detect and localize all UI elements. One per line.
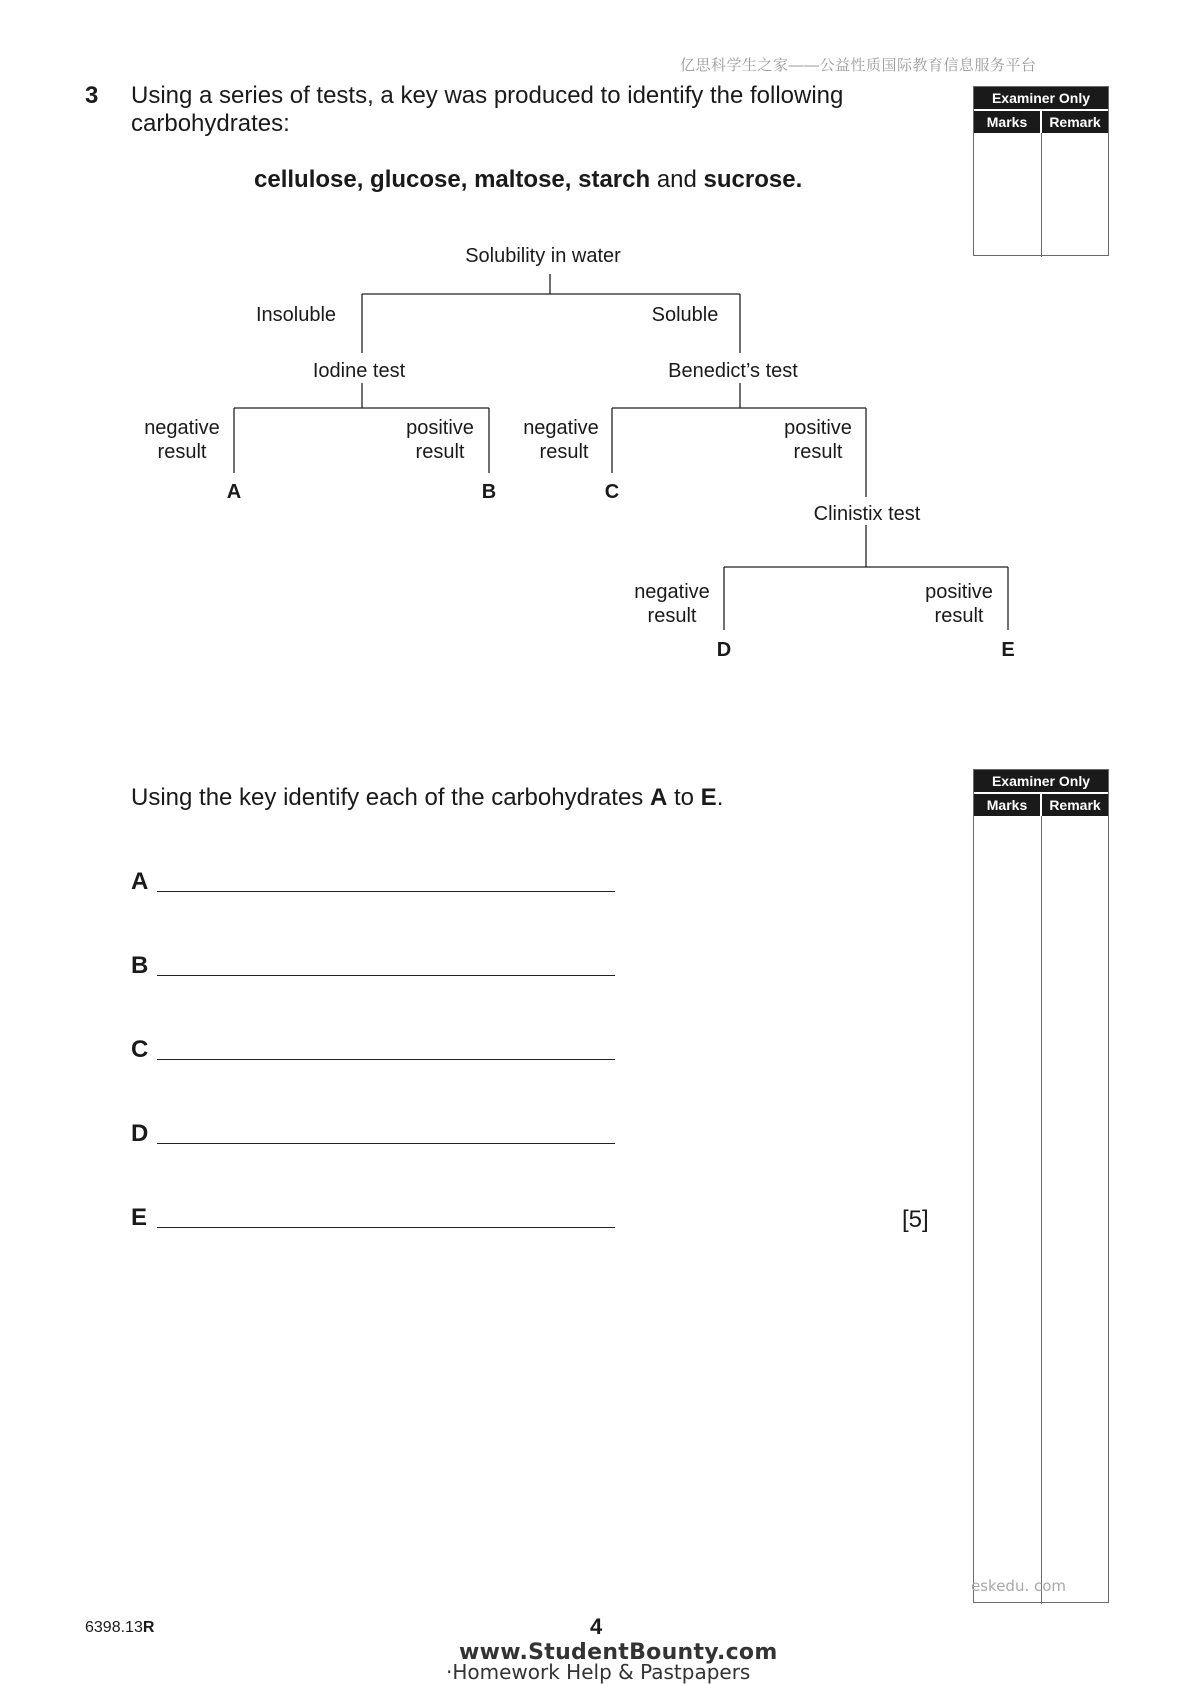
- answer-row-d: [131, 1120, 615, 1148]
- clinistix-negative-result: result: [647, 605, 697, 627]
- answer-letter: E: [131, 1204, 148, 1231]
- instruction-text: Using the key identify each of the carbohydrates: [131, 784, 650, 811]
- answer-line-b[interactable]: [157, 974, 615, 976]
- clinistix-negative: negative: [634, 581, 710, 603]
- iodine-positive: positive: [406, 417, 474, 439]
- paper-code: [85, 1619, 154, 1637]
- header-watermark: 亿思科学生之家——公益性质国际教育信息服务平台: [680, 57, 1037, 74]
- answer-letter: A: [131, 868, 149, 895]
- answer-line-c[interactable]: [157, 1058, 615, 1060]
- key-letter-e: E: [1001, 639, 1015, 661]
- clinistix-positive-result: result: [934, 605, 984, 627]
- benedict-positive: positive: [784, 417, 852, 439]
- studentbounty-link[interactable]: www.StudentBounty.com: [459, 1640, 778, 1665]
- answer-instruction: [131, 784, 723, 812]
- key-letter-a: A: [226, 481, 242, 503]
- question-number: 3: [85, 82, 99, 109]
- examiner-title: Examiner Only: [974, 87, 1108, 109]
- key-letter-d: D: [716, 639, 732, 661]
- marks-column[interactable]: [974, 816, 1042, 1604]
- iodine-positive-result: result: [415, 441, 465, 463]
- instruction-to: to: [667, 784, 701, 811]
- answer-line-a[interactable]: [157, 890, 615, 892]
- answer-row-e: [131, 1204, 615, 1232]
- answer-line-d[interactable]: [157, 1142, 615, 1144]
- key-letter-c: C: [604, 481, 620, 503]
- benedict-negative-result: result: [539, 441, 589, 463]
- instruction-period: .: [716, 784, 724, 811]
- carbs-last: sucrose.: [703, 166, 803, 193]
- answer-row-b: [131, 952, 615, 980]
- examiner-title: Examiner Only: [974, 770, 1108, 792]
- key-insoluble: Insoluble: [255, 304, 337, 326]
- marks-allocation: [5]: [902, 1206, 929, 1233]
- examiner-subheader: [974, 792, 1108, 816]
- benedict-negative: negative: [523, 417, 599, 439]
- remark-label: Remark: [1049, 114, 1101, 130]
- key-lines: [234, 274, 1008, 630]
- dichotomous-key-diagram: [0, 0, 1191, 700]
- answer-letter: B: [131, 952, 149, 979]
- examiner-columns: [974, 816, 1108, 1604]
- question-text: Using a series of tests, a key was produced to identify the following carbohydrates:: [131, 82, 844, 137]
- paper-code-suffix: R: [142, 1619, 155, 1636]
- remark-column[interactable]: [1042, 816, 1109, 1604]
- key-iodine-test: Iodine test: [312, 360, 406, 382]
- key-benedicts-test: Benedict’s test: [668, 360, 798, 382]
- instruction-e: E: [700, 784, 717, 811]
- studentbounty-tagline: ·Homework Help & Pastpapers: [446, 1660, 751, 1684]
- page-number: 4: [590, 1614, 603, 1639]
- answer-letter: D: [131, 1120, 149, 1147]
- key-root: Solubility in water: [465, 245, 621, 267]
- key-soluble: Soluble: [651, 304, 719, 326]
- answer-row-a: [131, 868, 615, 896]
- remark-label: Remark: [1049, 797, 1101, 813]
- answer-row-c: [131, 1036, 615, 1064]
- carbs-main: cellulose, glucose, maltose, starch: [254, 166, 651, 193]
- iodine-negative: negative: [144, 417, 220, 439]
- marks-label: Marks: [974, 111, 1042, 133]
- answer-line-e[interactable]: [157, 1226, 615, 1228]
- carbs-and: and: [650, 166, 704, 193]
- clinistix-positive: positive: [925, 581, 993, 603]
- key-clinistix-test: Clinistix test: [813, 503, 921, 525]
- paper-code-number: 6398.13: [85, 1619, 143, 1636]
- answer-letter: C: [131, 1036, 149, 1063]
- examiner-box-bottom: [973, 769, 1109, 1603]
- footer-watermark: eskedu. com: [971, 1577, 1067, 1595]
- key-letter-b: B: [481, 481, 497, 503]
- benedict-positive-result: result: [793, 441, 843, 463]
- instruction-a: A: [649, 784, 668, 811]
- iodine-negative-result: result: [157, 441, 207, 463]
- marks-label: Marks: [974, 794, 1042, 816]
